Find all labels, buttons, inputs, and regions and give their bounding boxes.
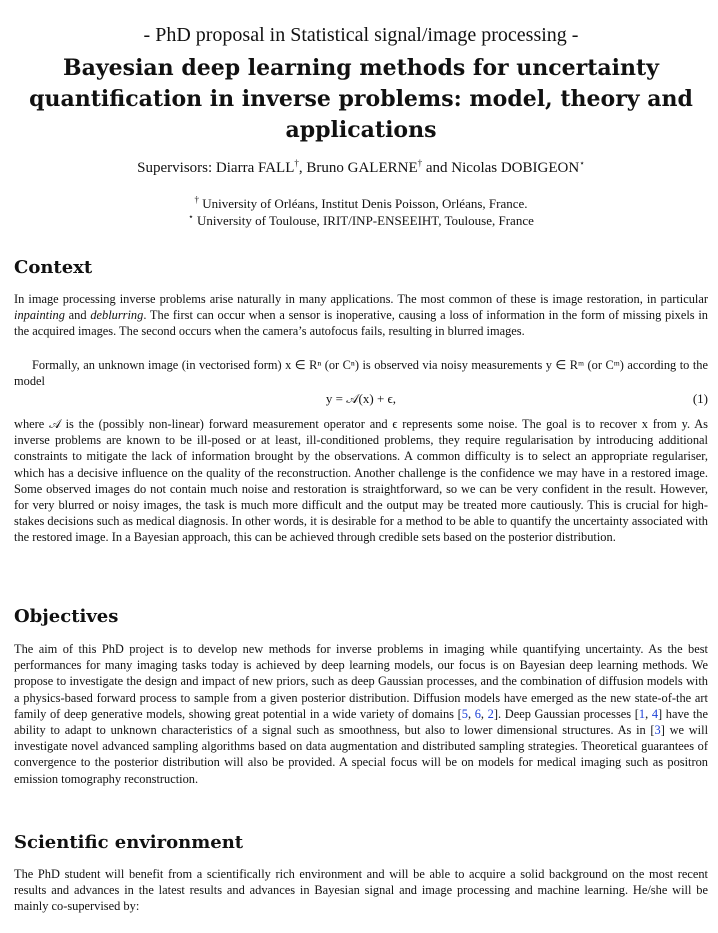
context-p1-text-b: and xyxy=(64,308,91,323)
context-paragraph-2 xyxy=(14,357,708,389)
context-p1-text-a: In image processing inverse problems arise naturally in many applications. The most common of these is image restoration, in particular xyxy=(14,292,708,306)
citation-link-1[interactable]: 1 xyxy=(638,706,646,721)
star-mark-1: ⋆ xyxy=(579,158,585,168)
objectives-text-4: ] we will investigate novel advanced sampling algorithms based on data augmentation and distributed sampling strategies. Theoretical guarantees of convergence to the posterior distribution will also be provided. A special focus will be on models for medical imaging such as positron emission tomography reconstruction. xyxy=(14,723,709,786)
objectives-text-1: The aim of this PhD project is to develop new methods for inverse problems in imaging while quantifying uncertainty. As the best performances for many imaging tasks today is achieved by deep learning models, our focus is on Bayesian deep learning methods. We propose to investigate the design and impact of new priors, such as deep Gaussian processes, and the combination of diffusion models with a physics-based forward process to sample from a given posterior distribution. Diffusion models have emerged as the new state-of-the art family of deep generative models, showing great potential in a wide variety of domains [ xyxy=(14,642,708,721)
environment-paragraph: The PhD student will benefit from a scientifically rich environment and will be able to acquire a solid background on the most recent results and advances in the latest results and advances in Bayesian signal and image processing and machine learning. He/she will be mainly co-supervised by: xyxy=(14,867,708,914)
citation-link-6[interactable]: 6 xyxy=(474,706,481,721)
context-p1-text-c: . The first can occur when a sensor is inoperative, causing a loss of information in the form of missing pixels in the acquired images. The second occurs when the camera’s autofocus fails, resulting in blurred images. xyxy=(14,308,708,339)
section-heading-environment: Scientific environment xyxy=(14,832,244,853)
context-p1-emph-deblurring: deblurring xyxy=(90,308,144,323)
equation-body: y = 𝒜(x) + ϵ, xyxy=(325,391,397,406)
citation-sep-1: , xyxy=(467,706,475,721)
supervisors-text-2: , Bruno GALERNE xyxy=(298,160,418,176)
section-heading-context: Context xyxy=(14,257,93,278)
equation-number: (1) xyxy=(692,391,708,406)
section-heading-objectives: Objectives xyxy=(14,606,119,627)
affiliation-2 xyxy=(14,212,708,229)
dagger-mark-3: † xyxy=(194,194,199,205)
objectives-text-3: ] have the ability to adapt to unknown characteristics of a signal such as smoothness, but also to lower dimensional structures. As in [ xyxy=(14,706,708,738)
citation-link-5[interactable]: 5 xyxy=(461,706,468,721)
affiliation-1-text: University of Orléans, Institut Denis Poisson, Orléans, France. xyxy=(202,196,528,211)
supervisors-line xyxy=(14,158,708,178)
supervisors-text-1: Supervisors: Diarra FALL xyxy=(137,160,295,176)
citation-link-3[interactable]: 3 xyxy=(654,723,661,738)
star-mark-2: ⋆ xyxy=(188,211,194,222)
objectives-text-2: ]. Deep Gaussian processes [ xyxy=(493,706,639,721)
affiliation-2-text: University of Toulouse, IRIT/INP-ENSEEIHT, Toulouse, France xyxy=(197,213,534,228)
context-p2-text: Formally, an unknown image (in vectorised form) x ∈ Rⁿ (or Cⁿ) is observed via noisy measurements y ∈ Rᵐ (or Cᵐ) according to the model xyxy=(14,358,708,389)
context-paragraph-3: where 𝒜 is the (possibly non-linear) forward measurement operator and ϵ represents some noise. The goal is to recover x from y. As inverse problems are known to be ill-posed or at least, ill-conditioned problems, they require regularisation by introducing additional constraints to mitigate the lack of information brought by the observations. A common difficulty is to select an appropriate regulariser, which has a decisive influence on the quality of the reconstruction. Another challenge is the confidence we may have in a restored image. Some observed images do not contain much noise and restoration is straightforward, so we can be very confident in the result. However, for very blurred or noisy images, the task is much more difficult and the output may be treated more cautiously. This is crucial for high-stakes decisions such as medical diagnosis. In other words, it is desirable for a method to be able to quantify the uncertainty associated with the restored image. In a Bayesian approach, this can be achieved through credible sets based on the posterior distribution. xyxy=(14,417,708,545)
citation-link-4[interactable]: 4 xyxy=(651,706,659,721)
proposal-subtitle: - PhD proposal in Statistical signal/image processing - xyxy=(143,24,579,46)
citation-sep-3: , xyxy=(645,706,652,721)
dagger-mark-1: † xyxy=(294,158,299,168)
objectives-paragraph xyxy=(14,641,708,787)
supervisors-text-3: and Nicolas DOBIGEON xyxy=(422,160,580,176)
context-p1-emph-inpainting: inpainting xyxy=(14,308,65,323)
citation-sep-2: , xyxy=(480,706,488,721)
dagger-mark-2: † xyxy=(417,158,423,168)
proposal-title: Bayesian deep learning methods for uncertainty quantification in inverse problems: model, theory and applications xyxy=(29,55,693,143)
context-paragraph-1 xyxy=(14,291,708,340)
affiliation-1 xyxy=(14,195,708,212)
citation-link-2[interactable]: 2 xyxy=(487,706,494,721)
